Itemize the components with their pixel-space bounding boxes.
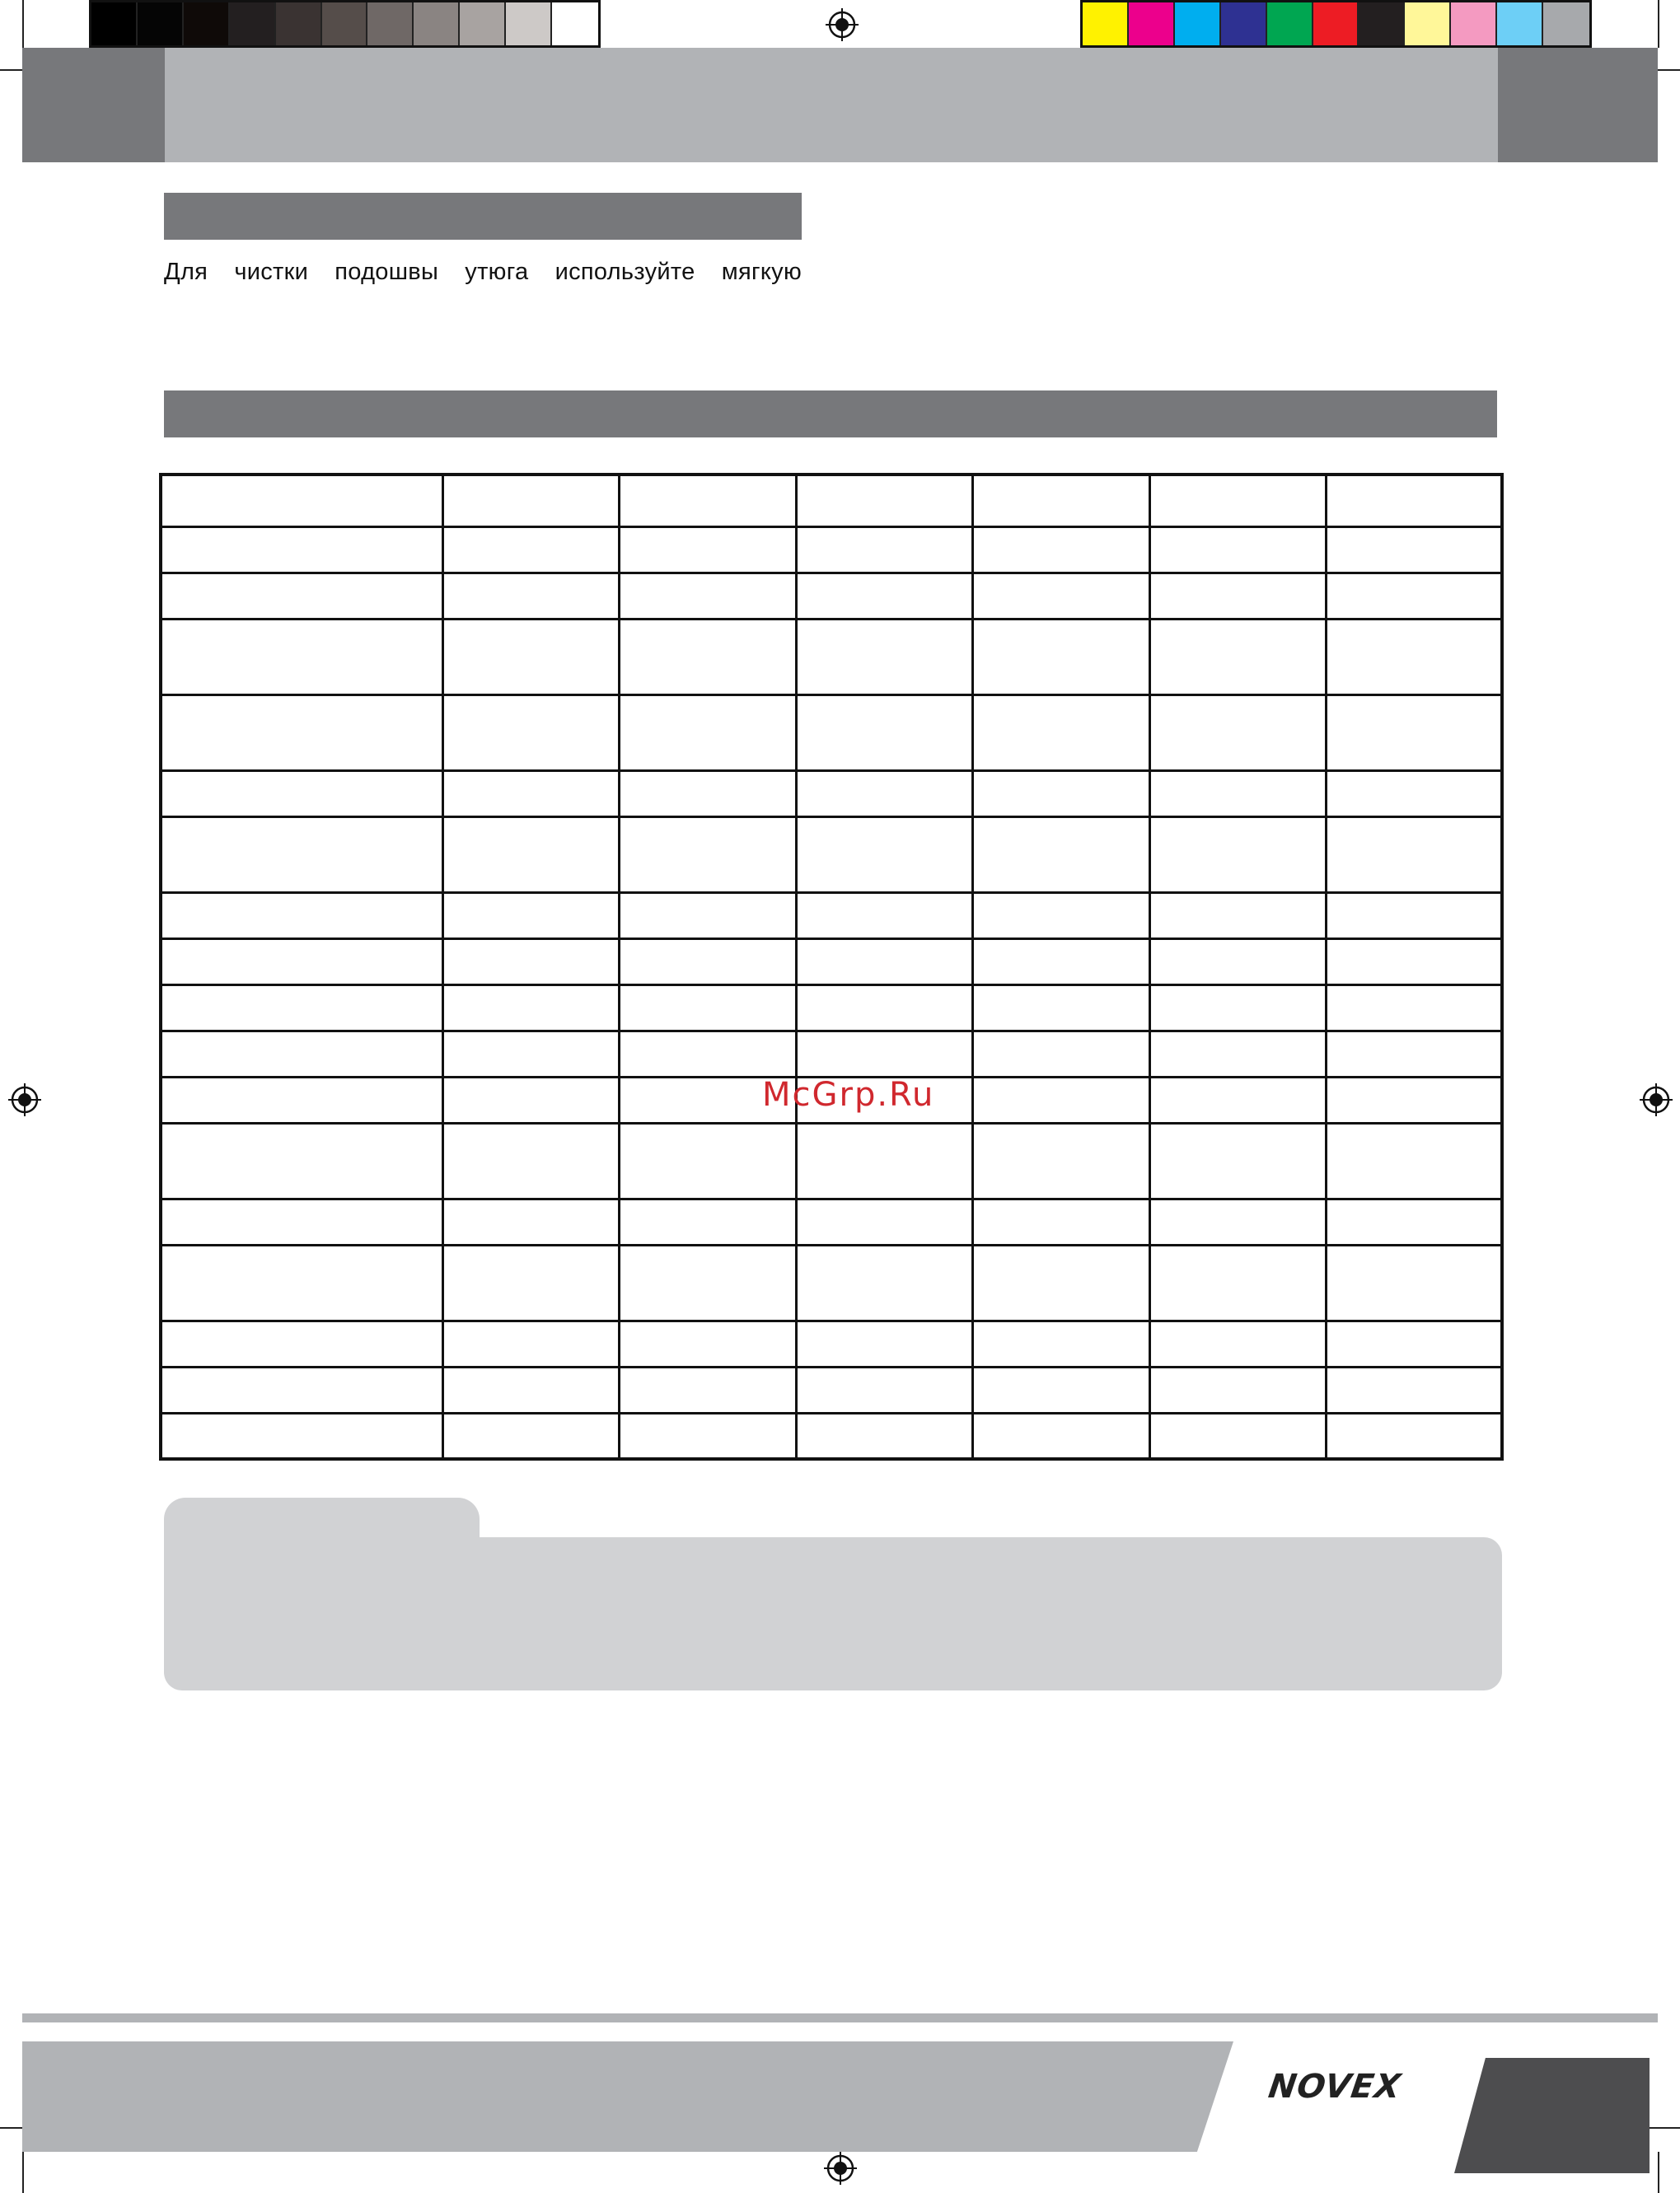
table-cell: [620, 1413, 796, 1459]
table-cell: [442, 1245, 619, 1321]
table-cell: [1149, 526, 1326, 573]
table-cell: [973, 475, 1149, 526]
table-cell: [1327, 694, 1503, 770]
table-cell: [1327, 816, 1503, 892]
table-row: [161, 984, 1502, 1031]
table-cell: [1327, 1321, 1503, 1367]
table-cell: [1149, 573, 1326, 619]
table-cell: [973, 892, 1149, 938]
table-cell: [620, 694, 796, 770]
table-cell: [161, 1245, 442, 1321]
table-cell: [161, 984, 442, 1031]
table-cell: [1327, 984, 1503, 1031]
registration-mark-icon: [826, 8, 859, 41]
note-box: [164, 1537, 1502, 1690]
table-cell: [1149, 694, 1326, 770]
color-swatch: [138, 2, 184, 45]
table-cell: [796, 1367, 972, 1413]
table-cell: [161, 1123, 442, 1199]
table-cell: [161, 1199, 442, 1245]
table-cell: [973, 1031, 1149, 1077]
table-cell: [1327, 475, 1503, 526]
footer-band: [22, 2041, 1233, 2152]
table-cell: [620, 1367, 796, 1413]
table-cell: [1327, 1031, 1503, 1077]
table-cell: [796, 770, 972, 816]
color-swatch: [1175, 2, 1221, 45]
color-swatch: [506, 2, 552, 45]
table-cell: [796, 984, 972, 1031]
table-cell: [1327, 526, 1503, 573]
grayscale-calibration-bar: [89, 0, 601, 48]
color-swatch: [1221, 2, 1267, 45]
table-row: [161, 1367, 1502, 1413]
color-swatch: [367, 2, 414, 45]
table-row: [161, 770, 1502, 816]
crop-mark: [1658, 0, 1659, 48]
crop-mark: [22, 0, 24, 48]
table-cell: [442, 1367, 619, 1413]
table-cell: [161, 694, 442, 770]
table-row: [161, 1321, 1502, 1367]
table-cell: [1149, 1413, 1326, 1459]
table-cell: [620, 770, 796, 816]
table-cell: [442, 1199, 619, 1245]
table-cell: [1149, 938, 1326, 984]
table-cell: [1327, 1077, 1503, 1123]
header-left-block: [22, 48, 165, 162]
table-cell: [1149, 1077, 1326, 1123]
crop-mark: [1658, 2152, 1659, 2193]
table-cell: [442, 1031, 619, 1077]
table-cell: [161, 1077, 442, 1123]
header-right-block: [1498, 48, 1658, 162]
table-cell: [1149, 1245, 1326, 1321]
table-cell: [620, 1031, 796, 1077]
table-cell: [442, 1413, 619, 1459]
color-swatch: [1497, 2, 1543, 45]
table-cell: [161, 1367, 442, 1413]
color-swatch: [276, 2, 322, 45]
table-cell: [161, 1413, 442, 1459]
table-cell: [442, 475, 619, 526]
table-row: [161, 816, 1502, 892]
table-cell: [620, 1199, 796, 1245]
registration-mark-icon: [824, 2152, 857, 2185]
color-swatch: [1405, 2, 1451, 45]
color-swatch: [322, 2, 368, 45]
table-cell: [1327, 1413, 1503, 1459]
table-cell: [1149, 1123, 1326, 1199]
table-cell: [796, 694, 972, 770]
table-cell: [973, 1199, 1149, 1245]
color-swatch: [552, 2, 598, 45]
table-cell: [1327, 1367, 1503, 1413]
table-cell: [620, 984, 796, 1031]
table-cell: [161, 816, 442, 892]
table-cell: [161, 475, 442, 526]
table-cell: [161, 770, 442, 816]
table-cell: [1327, 1245, 1503, 1321]
table-cell: [161, 1031, 442, 1077]
color-swatch: [230, 2, 276, 45]
color-swatch: [1313, 2, 1359, 45]
table-cell: [796, 475, 972, 526]
table-cell: [620, 1321, 796, 1367]
table-cell: [620, 816, 796, 892]
color-swatch: [1451, 2, 1497, 45]
cleaning-section-heading-bar: [164, 193, 802, 240]
table-row: [161, 1031, 1502, 1077]
cleaning-paragraph: Для чистки подошвы утюга используйте мягкую: [164, 259, 802, 285]
table-cell: [442, 892, 619, 938]
table-cell: [1149, 1367, 1326, 1413]
table-cell: [442, 1321, 619, 1367]
table-cell: [973, 694, 1149, 770]
table-cell: [442, 526, 619, 573]
table-cell: [442, 573, 619, 619]
table-cell: [973, 1123, 1149, 1199]
table-cell: [796, 1321, 972, 1367]
table-cell: [1149, 1031, 1326, 1077]
table-cell: [796, 1123, 972, 1199]
table-cell: [442, 1123, 619, 1199]
table-cell: [796, 573, 972, 619]
table-row: [161, 892, 1502, 938]
color-calibration-bar: [1080, 0, 1592, 48]
color-swatch: [1129, 2, 1175, 45]
table-cell: [620, 892, 796, 938]
table-cell: [442, 984, 619, 1031]
table-cell: [973, 1245, 1149, 1321]
color-swatch: [1543, 2, 1589, 45]
table-cell: [1327, 938, 1503, 984]
table-cell: [796, 892, 972, 938]
table-cell: [973, 1413, 1149, 1459]
table-row: [161, 938, 1502, 984]
table-cell: [161, 526, 442, 573]
table-cell: [1149, 475, 1326, 526]
registration-mark-icon: [8, 1083, 41, 1116]
table-cell: [796, 619, 972, 694]
table-cell: [973, 984, 1149, 1031]
table-row: [161, 1413, 1502, 1459]
table-row: [161, 475, 1502, 526]
specifications-heading-bar: [164, 390, 1497, 437]
table-cell: [796, 938, 972, 984]
table-cell: [620, 619, 796, 694]
table-cell: [442, 770, 619, 816]
table-cell: [796, 1413, 972, 1459]
table-cell: [973, 770, 1149, 816]
table-cell: [1327, 770, 1503, 816]
table-cell: [161, 573, 442, 619]
table-cell: [796, 1245, 972, 1321]
table-cell: [161, 938, 442, 984]
table-cell: [620, 573, 796, 619]
table-cell: [620, 1123, 796, 1199]
registration-mark-icon: [1640, 1083, 1673, 1116]
table-row: [161, 573, 1502, 619]
table-cell: [620, 526, 796, 573]
table-cell: [1149, 1321, 1326, 1367]
table-cell: [1327, 892, 1503, 938]
table-cell: [620, 475, 796, 526]
table-cell: [973, 1367, 1149, 1413]
table-cell: [1149, 984, 1326, 1031]
crop-mark: [22, 2152, 24, 2193]
table-cell: [1149, 1199, 1326, 1245]
color-swatch: [91, 2, 138, 45]
table-cell: [973, 816, 1149, 892]
table-row: [161, 526, 1502, 573]
table-cell: [973, 1077, 1149, 1123]
brand-logo: NOVEX: [1266, 2068, 1404, 2106]
table-row: [161, 1245, 1502, 1321]
watermark: McGrp.Ru: [762, 1076, 935, 1114]
color-swatch: [184, 2, 230, 45]
table-cell: [796, 816, 972, 892]
table-cell: [973, 619, 1149, 694]
table-cell: [1327, 1123, 1503, 1199]
specifications-table: [159, 473, 1504, 1461]
table-cell: [442, 694, 619, 770]
table-cell: [620, 938, 796, 984]
color-swatch: [1083, 2, 1129, 45]
table-cell: [973, 573, 1149, 619]
table-cell: [796, 1031, 972, 1077]
table-cell: [1149, 619, 1326, 694]
color-swatch: [414, 2, 460, 45]
table-cell: [442, 1077, 619, 1123]
table-row: [161, 1123, 1502, 1199]
table-row: [161, 619, 1502, 694]
header-band: [165, 48, 1498, 162]
table-cell: [796, 526, 972, 573]
table-cell: [1327, 573, 1503, 619]
table-cell: [1327, 1199, 1503, 1245]
footer-rule: [22, 2013, 1658, 2022]
table-cell: [620, 1245, 796, 1321]
table-cell: [796, 1199, 972, 1245]
color-swatch: [1359, 2, 1405, 45]
table-cell: [161, 619, 442, 694]
table-cell: [161, 892, 442, 938]
table-row: [161, 694, 1502, 770]
color-swatch: [460, 2, 506, 45]
table-cell: [973, 938, 1149, 984]
table-row: [161, 1199, 1502, 1245]
table-cell: [442, 816, 619, 892]
color-swatch: [1267, 2, 1313, 45]
table-cell: [973, 526, 1149, 573]
table-cell: [1149, 892, 1326, 938]
table-cell: [442, 619, 619, 694]
table-cell: [442, 938, 619, 984]
table-cell: [1149, 770, 1326, 816]
table-cell: [1327, 619, 1503, 694]
table-cell: [1149, 816, 1326, 892]
page-number-block: [1454, 2058, 1650, 2173]
table-cell: [161, 1321, 442, 1367]
table-cell: [973, 1321, 1149, 1367]
